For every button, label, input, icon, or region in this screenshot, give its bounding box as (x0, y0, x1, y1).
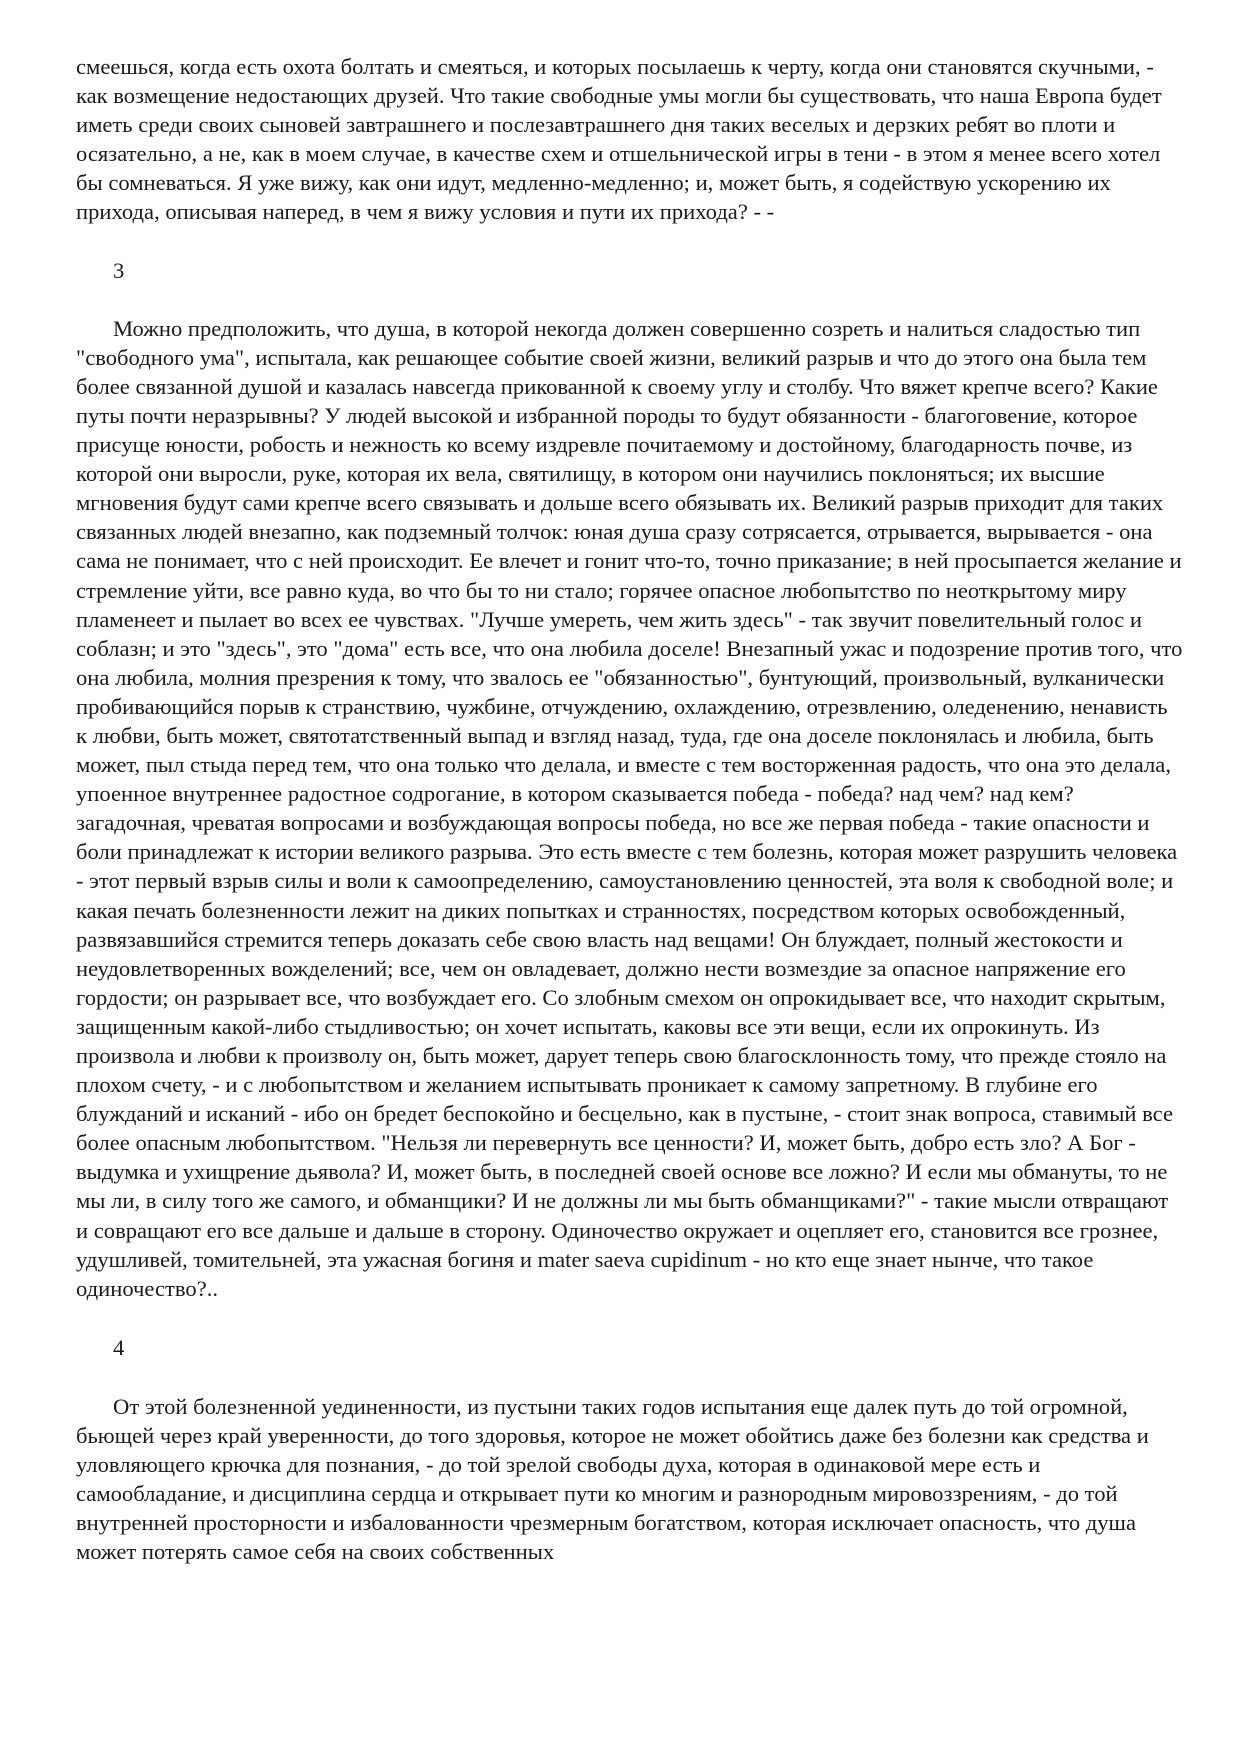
paragraph-section-4: От этой болезненной уединенности, из пустыни таких годов испытания еще далек путь до той огромной, бьющей через край уверенности, до того здоровья, которое не может обойтись даже без болезни как средства и уловляющего крючка для познания, - до той зрелой свободы духа, которая в одинаковой мере есть и самообладание, и дисциплина сердца и открывает пути ко многим и разнородным мировоззрениям, - до той внутренней просторности и избалованности чрезмерным богатством, которая исключает опасность, что душа может потерять самое себя на своих собственных (76, 1393, 1149, 1565)
section-number-3: 3 (113, 257, 125, 283)
paragraph-section-3: Можно предположить, что душа, в которой некогда должен совершенно созреть и налиться сладостью тип "свободного ума", испытала, как решающее событие своей жизни, великий разрыв и что до этого она была тем более связанной душой и казалась навсегда прикованной к своему углу и столбу. Что вяжет крепче всего? Какие путы почти неразрывны? У людей высокой и избранной породы то будут обязанности - благоговение, которое присуще юности, робость и нежность ко всему издревле почитаемому и достойному, благодарность почве, из которой они выросли, руке, которая их вела, святилищу, в котором они научились поклоняться; их высшие мгновения будут сами крепче всего связывать и дольше всего обязывать их. Великий разрыв приходит для таких связанных людей внезапно, как подземный толчок: юная душа сразу сотрясается, отрывается, вырывается - она сама не понимает, что с ней происходит. Ее влечет и гонит что-то, точно приказание; в ней просыпается желание и стремление уйти, все равно куда, во что бы то ни стало; горячее опасное любопытство по неоткрытому миру пламенеет и пылает во всех ее чувствах. "Лучше умереть, чем жить здесь" - так звучит повелительный голос и соблазн; и это "здесь", это "дома" есть все, что она любила доселе! Внезапный ужас и подозрение против того, что она любила, молния презрения к тому, что звалось ее "обязанностью", бунтующий, произвольный, вулканически пробивающийся порыв к странствию, чужбине, отчуждению, охлаждению, отрезвлению, оледенению, ненависть к любви, быть может, святотатственный выпад и взгляд назад, туда, где она доселе поклонялась и любила, быть может, пыл стыда перед тем, что она только что делала, и вместе с тем восторженная радость, что она это делала, упоенное внутреннее радостное содрогание, в котором сказывается победа - победа? над чем? над кем? загадочная, чреватая вопросами и возбуждающая вопросы победа, но все же первая победа - такие опасности и боли принадлежат к истории великого разрыва. Это есть вместе с тем болезнь, которая может разрушить человека - этот первый взрыв силы и воли к самоопределению, самоустановлению ценностей, эта воля к свободной воле; и какая печать болезненности лежит на диких попытках и странностях, посредством которых освобожденный, развязавшийся стремится теперь доказать себе свою власть над вещами! Он блуждает, полный жестокости и неудовлетворенных вожделений; все, чем он овладевает, должно нести возмездие за опасное напряжение его гордости; он разрывает все, что возбуждает его. Со злобным смехом он опрокидывает все, что находит скрытым, защищенным какой-либо стыдливостью; он хочет испытать, каковы все эти вещи, если их опрокинуть. Из произвола и любви к произволу он, быть может, дарует теперь свою благосклонность тому, что прежде стояло на плохом счету, - и с любопытством и желанием испытывать проникает к самому запретному. В глубине его блужданий и исканий - ибо он бредет беспокойно и бесцельно, как в пустыне, - стоит знак вопроса, ставимый все более опасным любопытством. "Нельзя ли перевернуть все ценности? И, может быть, добро есть зло? А Бог - выдумка и ухищрение дьявола? И, может быть, в последней своей основе все ложно? И если мы обмануты, то не мы ли, в силу того же самого, и обманщики? И не должны ли мы быть обманщиками?" - такие мысли отвращают и совращают его все дальше и дальше в сторону. Одиночество окружает и оцепляет его, становится все грознее, удушливей, томительней, эта ужасная богиня и mater saeva cupidinum - но кто еще знает нынче, что такое одиночество?.. (76, 315, 1183, 1301)
document-page (76, 52, 1184, 1567)
section-number-4: 4 (113, 1334, 125, 1360)
paragraph-continuation: смеешься, когда есть охота болтать и смеяться, и которых посылаешь к черту, когда они становятся скучными, - как возмещение недостающих друзей. Что такие свободные умы могли бы существовать, что наша Европа будет иметь среди своих сыновей завтрашнего и послезавтрашнего дня таких веселых и дерзких ребят во плоти и осязательно, а не, как в моем случае, в качестве схем и отшельнической игры в тени - в этом я менее всего хотел бы сомневаться. Я уже вижу, как они идут, медленно-медленно; и, может быть, я содействую ускорению их прихода, описывая наперед, в чем я вижу условия и пути их прихода? - - (76, 54, 1162, 225)
